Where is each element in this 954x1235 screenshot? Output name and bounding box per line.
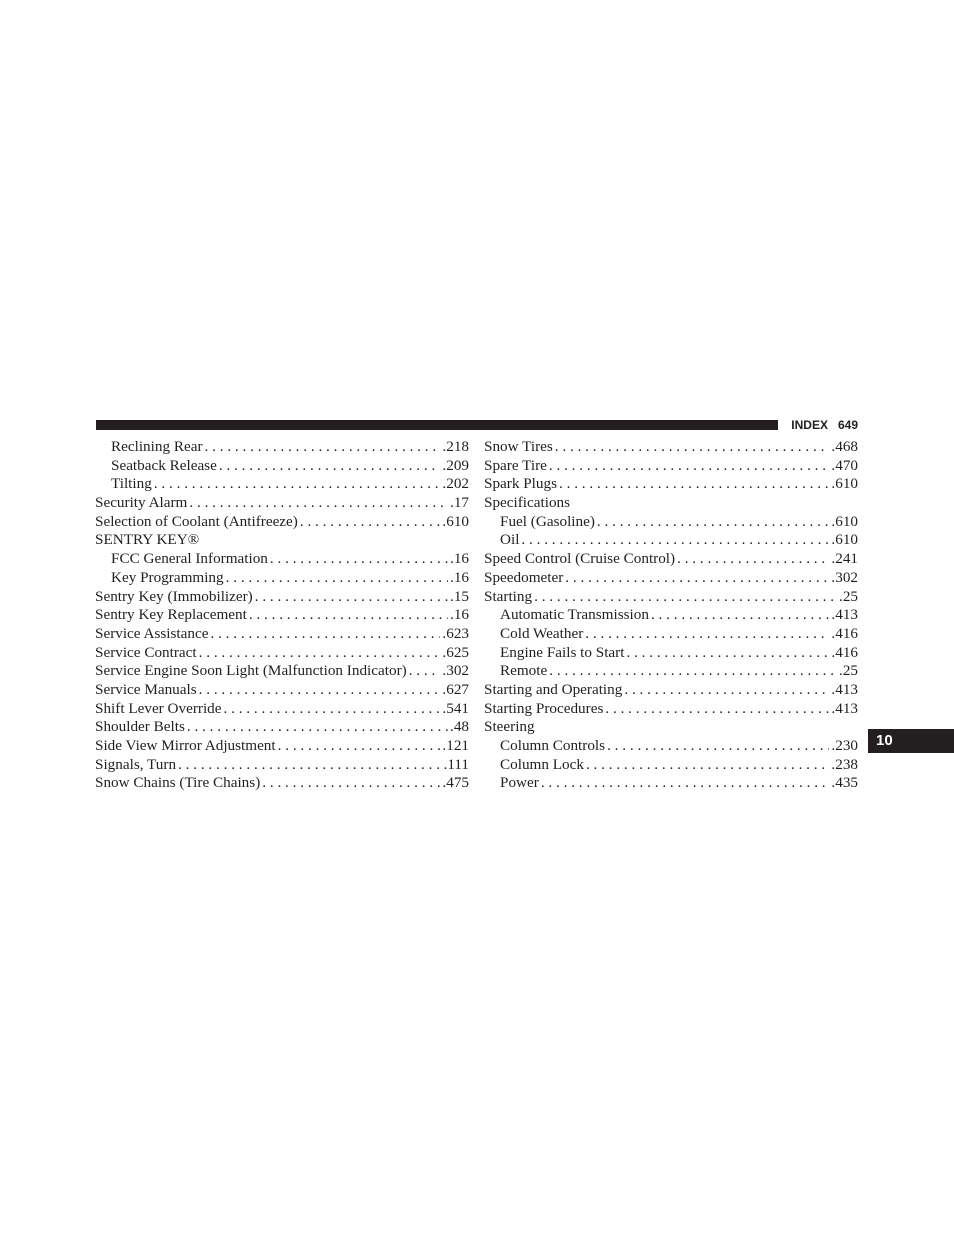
index-term: Starting Procedures [484, 699, 604, 717]
index-subentry [484, 774, 858, 793]
dot-leader [189, 494, 448, 513]
index-term: Cold Weather [500, 624, 584, 642]
index-term: Fuel (Gasoline) [500, 512, 595, 530]
index-subentry [484, 737, 858, 756]
index-page-ref: .218 [442, 438, 469, 455]
index-page-ref: .15 [450, 587, 469, 605]
dot-leader [409, 662, 441, 681]
index-entry [484, 588, 858, 607]
index-subentry [484, 662, 858, 681]
index-entry [484, 718, 858, 737]
index-subentry [95, 569, 469, 588]
dot-leader [210, 625, 440, 644]
chapter-tab: 10 [868, 729, 954, 753]
index-page-ref: .16 [450, 568, 469, 586]
index-entry [484, 550, 858, 569]
index-term: Security Alarm [95, 494, 188, 512]
dot-leader [555, 438, 830, 457]
index-subentry [484, 606, 858, 625]
dot-leader [219, 457, 441, 476]
index-page-ref: .302 [831, 568, 858, 586]
index-term: Tilting [111, 475, 152, 493]
index-term: FCC General Information [111, 550, 268, 568]
index-subentry [484, 513, 858, 532]
index-entry [95, 737, 469, 756]
index-page-ref: .623 [442, 624, 469, 642]
dot-leader [270, 550, 448, 569]
index-page-ref: .475 [442, 774, 469, 792]
dot-leader [521, 531, 829, 550]
index-page-ref: .610 [831, 531, 858, 549]
index-term: Column Lock [500, 755, 584, 773]
dot-leader [624, 681, 829, 700]
dot-leader [178, 756, 442, 775]
dot-leader [187, 718, 448, 737]
index-entry [95, 681, 469, 700]
index-term: Shift Lever Override [95, 699, 222, 717]
index-entry [484, 457, 858, 476]
index-page-ref: .416 [831, 643, 858, 661]
index-subentry [484, 531, 858, 550]
running-header [786, 416, 858, 434]
index-entry [484, 494, 858, 513]
index-page-ref: .16 [450, 606, 469, 624]
index-page-ref: .25 [839, 587, 858, 605]
index-term: Steering [484, 718, 535, 736]
index-entry [95, 531, 469, 550]
index-subentry [484, 625, 858, 644]
index-entry [95, 494, 469, 513]
index-term: Sentry Key Replacement [95, 606, 247, 624]
section-title: INDEX [791, 418, 828, 432]
index-page-ref: .302 [442, 662, 469, 680]
index-entry [95, 625, 469, 644]
index-subentry [484, 756, 858, 775]
index-term: Snow Chains (Tire Chains) [95, 774, 261, 792]
dot-leader [205, 438, 441, 457]
index-page-ref: .416 [831, 624, 858, 642]
dot-leader [278, 737, 441, 756]
index-entry [484, 475, 858, 494]
index-term: Service Manuals [95, 680, 197, 698]
index-term: Selection of Coolant (Antifreeze) [95, 512, 298, 530]
index-page-ref: .25 [839, 662, 858, 680]
index-term: Engine Fails to Start [500, 643, 625, 661]
index-entry [95, 513, 469, 532]
index-entry [484, 700, 858, 719]
dot-leader [154, 475, 441, 494]
dot-leader [651, 606, 829, 625]
index-entry [95, 756, 469, 775]
index-entry [484, 438, 858, 457]
index-page-ref: .241 [831, 550, 858, 568]
index-entry [95, 700, 469, 719]
index-page-ref: .413 [831, 606, 858, 624]
index-subentry [95, 457, 469, 476]
dot-leader [300, 513, 441, 532]
index-term: Seatback Release [111, 456, 217, 474]
index-term: Signals, Turn [95, 755, 177, 773]
index-term: Service Contract [95, 643, 197, 661]
index-subentry [95, 475, 469, 494]
dot-leader [677, 550, 829, 569]
index-subentry [484, 644, 858, 663]
index-term: SENTRY KEY® [95, 531, 200, 549]
index-subentry [95, 550, 469, 569]
index-term: Starting [484, 587, 533, 605]
index-page-ref: .610 [831, 512, 858, 530]
dot-leader [559, 475, 829, 494]
index-term: Oil [500, 531, 520, 549]
index-page-ref: .625 [442, 643, 469, 661]
index-term: Specifications [484, 494, 571, 512]
dot-leader [586, 756, 829, 775]
index-page-ref: .16 [450, 550, 469, 568]
index-term: Power [500, 774, 539, 792]
index-term: Speedometer [484, 568, 564, 586]
index-column-left [95, 438, 469, 793]
dot-leader [626, 644, 829, 663]
dot-leader [549, 662, 837, 681]
index-term: Speed Control (Cruise Control) [484, 550, 676, 568]
header-rule [96, 420, 778, 430]
index-page-ref: .230 [831, 737, 858, 754]
index-page-ref: .413 [831, 699, 858, 717]
index-term: Remote [500, 662, 548, 680]
index-page-ref: .48 [450, 718, 469, 736]
index-page-ref: .17 [450, 494, 469, 512]
dot-leader [262, 774, 440, 793]
dot-leader [534, 588, 837, 607]
index-term: Sentry Key (Immobilizer) [95, 587, 253, 605]
index-term: Starting and Operating [484, 680, 623, 698]
dot-leader [199, 644, 441, 663]
index-page-ref: .610 [442, 512, 469, 530]
index-term: Shoulder Belts [95, 718, 185, 736]
index-entry [95, 718, 469, 737]
index-page-ref: .413 [831, 680, 858, 698]
index-term: Column Controls [500, 737, 606, 754]
index-page-ref: .209 [442, 456, 469, 474]
index-column-right [484, 438, 858, 793]
index-term: Spare Tire [484, 456, 547, 474]
index-term: Automatic Transmission [500, 606, 649, 624]
index-entry [95, 588, 469, 607]
index-entry [95, 606, 469, 625]
index-term: Key Programming [111, 568, 224, 586]
index-term: Reclining Rear [111, 438, 203, 455]
index-subentry [95, 438, 469, 457]
dot-leader [597, 513, 830, 532]
index-page-ref: .202 [442, 475, 469, 493]
dot-leader [541, 774, 830, 793]
index-page-ref: .470 [831, 456, 858, 474]
dot-leader [585, 625, 829, 644]
index-term: Spark Plugs [484, 475, 557, 493]
dot-leader [199, 681, 441, 700]
dot-leader [565, 569, 829, 588]
index-page-ref: .111 [443, 755, 469, 773]
index-term: Side View Mirror Adjustment [95, 737, 276, 754]
index-page-ref: .541 [442, 699, 469, 717]
index-page-ref: .610 [831, 475, 858, 493]
index-page-ref: .468 [831, 438, 858, 455]
dot-leader [249, 606, 448, 625]
index-entry [95, 774, 469, 793]
dot-leader [226, 569, 448, 588]
index-term: Service Assistance [95, 624, 209, 642]
page-number: 649 [837, 418, 858, 432]
index-term: Service Engine Soon Light (Malfunction Indicator) [95, 662, 407, 680]
index-page-ref: .627 [442, 680, 469, 698]
dot-leader [224, 700, 441, 719]
index-entry [95, 644, 469, 663]
index-term: Snow Tires [484, 438, 553, 455]
index-page-ref: .435 [831, 774, 858, 792]
dot-leader [549, 457, 830, 476]
index-entry [95, 662, 469, 681]
index-entry [484, 569, 858, 588]
dot-leader [255, 588, 448, 607]
dot-leader [605, 700, 829, 719]
index-entry [484, 681, 858, 700]
dot-leader [607, 737, 829, 756]
index-page-ref: .121 [442, 737, 469, 754]
index-page-ref: .238 [831, 755, 858, 773]
